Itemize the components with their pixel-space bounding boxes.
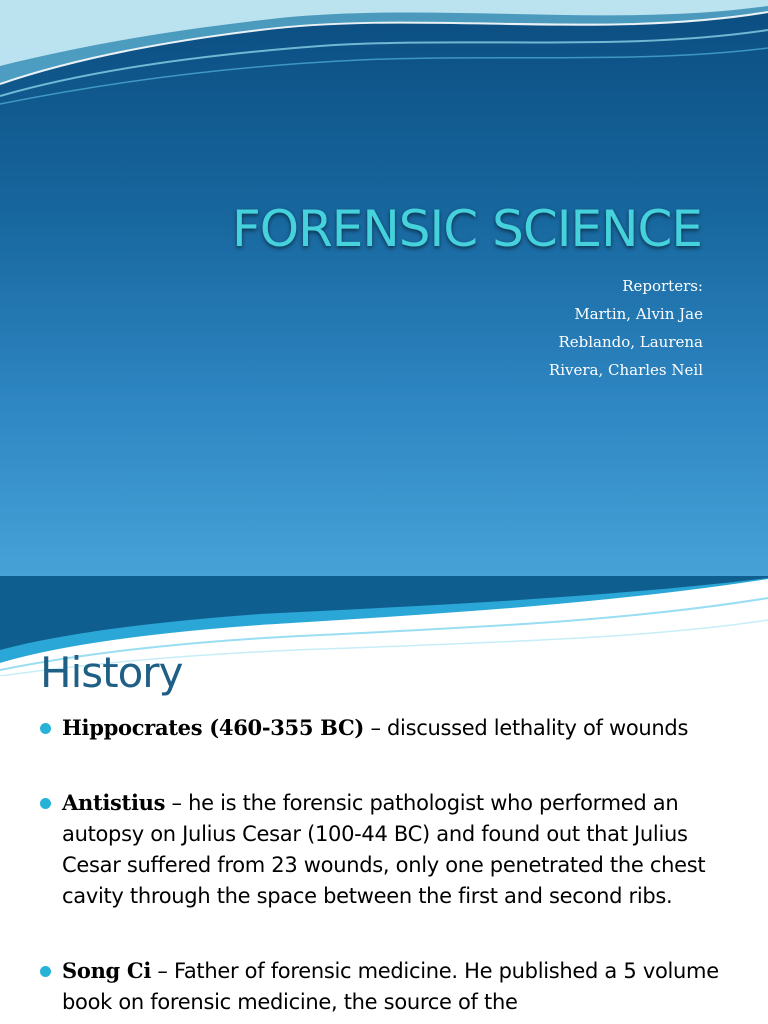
reporters-label: Reporters: [622, 277, 703, 295]
list-item [40, 787, 740, 912]
history-slide [0, 576, 768, 1024]
bullet-name: Song Ci [62, 958, 152, 983]
list-item [40, 712, 740, 744]
bullet-text: – Father of forensic medicine. He published a 5 volume book on forensic medicine, the source of the [62, 959, 719, 1014]
slide-heading: History [40, 648, 183, 697]
bullet-icon [40, 966, 51, 977]
bullet-text: – he is the forensic pathologist who performed an autopsy on Julius Cesar (100-44 BC) and found out that Julius Cesar suffered from 23 wounds, only one penetrated the chest cavity through the space between the first and second ribs. [62, 791, 706, 908]
reporters-block [549, 272, 703, 384]
list-item [40, 955, 740, 1018]
reporter-name: Martin, Alvin Jae [574, 305, 703, 323]
bullet-name: Hippocrates (460-355 BC) [62, 715, 365, 740]
bullet-icon [40, 723, 51, 734]
reporter-name: Reblando, Laurena [558, 333, 703, 351]
bullet-text: – discussed lethality of wounds [364, 716, 689, 740]
wave-decoration [0, 0, 768, 110]
bullet-name: Antistius [62, 790, 166, 815]
presentation-title: FORENSIC SCIENCE [231, 200, 702, 258]
bullet-list [40, 712, 740, 1018]
reporter-name: Rivera, Charles Neil [548, 361, 703, 379]
bullet-icon [40, 798, 51, 809]
